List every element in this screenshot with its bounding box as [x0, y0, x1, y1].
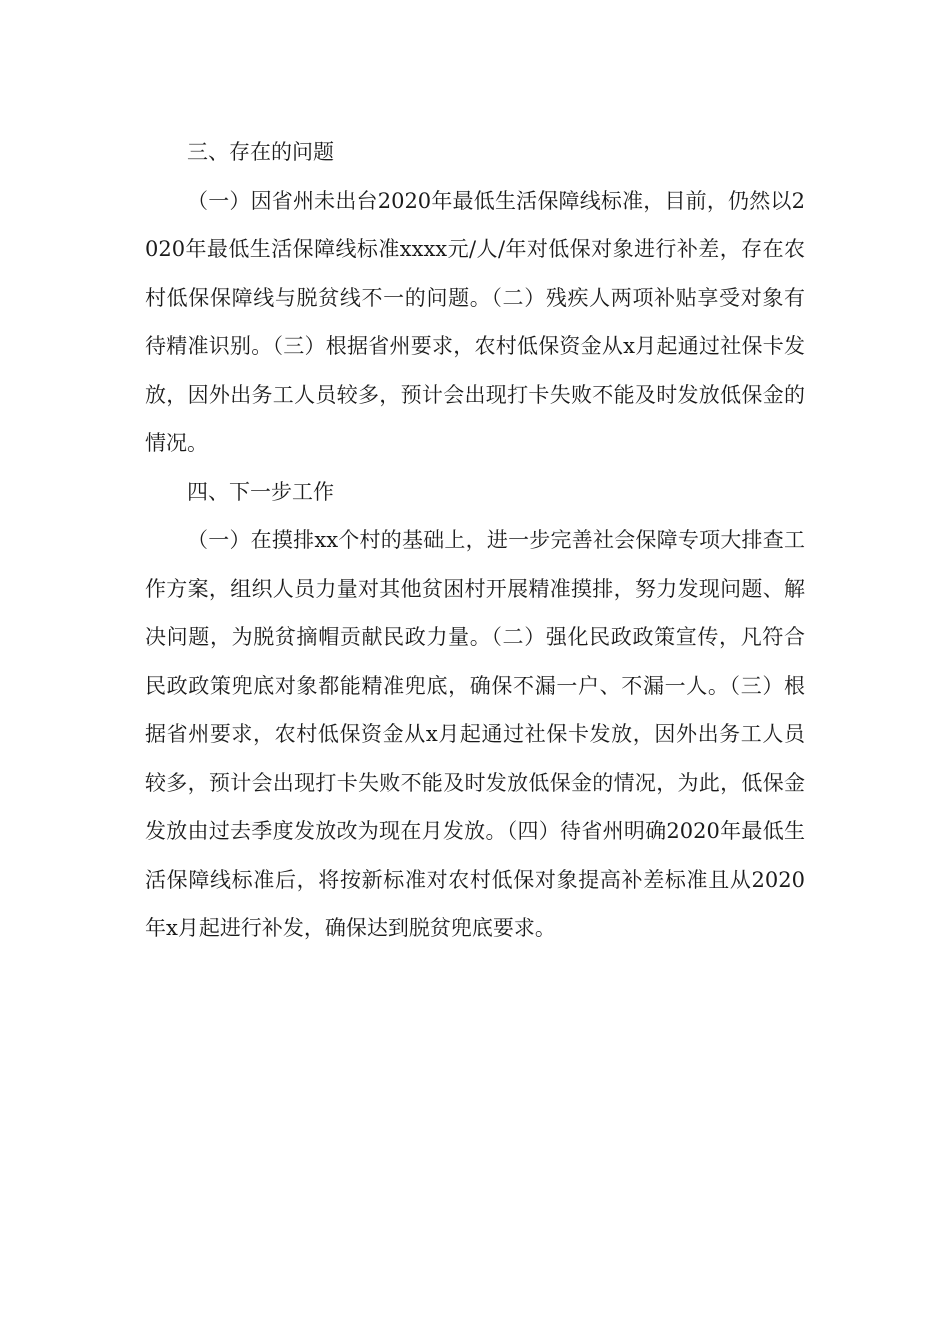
section-heading-problems: 三、存在的问题 [187, 140, 334, 164]
document-body [145, 128, 805, 953]
section-paragraph-problems: （一）因省州未出台2020年最低生活保障线标准，目前，仍然以2020年最低生活保障线标准xxxx元/人/年对低保对象进行补差，存在农村低保保障线与脱贫线不一的问题。（二）残疾人两项补贴享受对象有待精准识别。（三）根据省州要求，农村低保资金从x月起通过社保卡发放，因外出务工人员较多，预计会出现打卡失败不能及时发放低保金的情况。 [145, 188, 805, 455]
section-paragraph-next-steps: （一）在摸排xx个村的基础上，进一步完善社会保障专项大排查工作方案，组织人员力量对其他贫困村开展精准摸排，努力发现问题、解决问题，为脱贫摘帽贡献民政力量。（二）强化民政政策宣传，凡符合民政政策兜底对象都能精准兜底，确保不漏一户、不漏一人。（三）根据省州要求，农村低保资金从x月起通过社保卡发放，因外出务工人员较多，预计会出现打卡失败不能及时发放低保金的情况，为此，低保金发放由过去季度发放改为现在月发放。（四）待省州明确2020年最低生活保障线标准后，将按新标准对农村低保对象提高补差标准且从2020年x月起进行补发，确保达到脱贫兜底要求。 [145, 528, 805, 940]
section-heading-next-steps: 四、下一步工作 [187, 479, 334, 504]
